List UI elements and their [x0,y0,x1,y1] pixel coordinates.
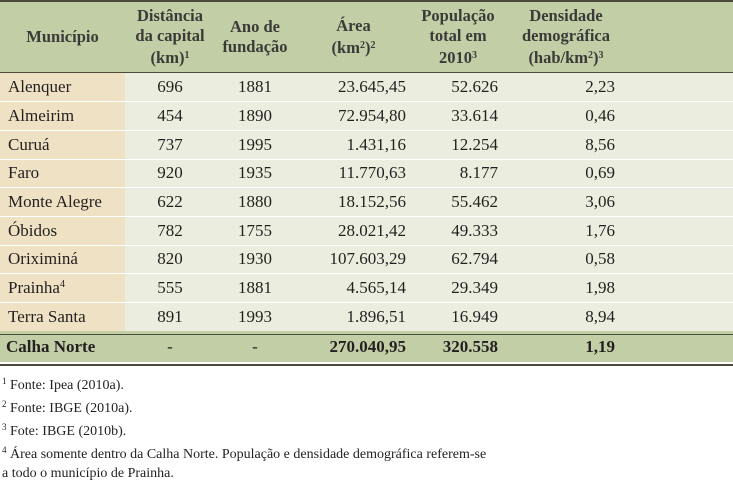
cell-municipio-text: Monte Alegre [8,192,102,212]
cell-densidade [504,216,733,245]
cell-area-text: 72.954,80 [338,106,406,126]
cell-distancia-text: 920 [157,163,183,183]
cell-municipio [0,102,125,131]
cell-ano [215,216,295,245]
footnote-number: 4 [2,445,7,455]
cell-distancia-text: 622 [157,192,183,212]
total-label: Calha Norte [6,336,96,356]
total-rule [0,334,733,335]
cell-area-text: 18.152,56 [338,192,406,212]
cell-municipio [0,130,125,159]
cell-populacao [412,245,504,274]
cell-populacao [412,73,504,102]
cell-densidade [504,188,733,217]
cell-ano-text: 1935 [238,163,272,183]
top-rule [0,0,733,2]
cell-populacao [412,216,504,245]
cell-populacao [412,130,504,159]
cell-area [295,274,412,303]
superscript-squared: 2 [588,49,594,61]
cell-municipio [0,303,125,332]
cell-municipio [0,245,125,274]
cell-area-text: 107.603,29 [329,249,406,269]
cell-distancia-text: 891 [157,307,183,327]
footnote [2,395,486,418]
cell-populacao-text: 55.462 [451,192,498,212]
header-area-line1: Área [336,15,371,35]
footnote-number: 3 [2,422,7,432]
header-densidade-line1: Densidade [529,5,603,25]
cell-municipio-text: Óbidos [8,220,58,240]
header-densidade-line2: demográfica [522,25,610,45]
cell-densidade [504,73,733,102]
cell-densidade [504,274,733,303]
cell-ano [215,102,295,131]
cell-densidade-text: 1,98 [585,278,615,298]
cell-ano-text: 1881 [238,278,272,298]
total-populacao: 320.558 [442,336,498,356]
header-populacao [412,0,504,73]
cell-area [295,102,412,131]
cell-densidade [504,102,733,131]
table-row [0,303,733,332]
total-ano: - [252,336,258,356]
cell-area [295,159,412,188]
header-densidade-unit: (hab/km [528,47,589,67]
cell-densidade-text: 8,56 [585,134,615,154]
footnote-text: a todo o município de Prainha. [2,466,174,481]
cell-area [295,130,412,159]
footnote-number: 1 [2,376,7,386]
cell-municipio [0,274,125,303]
cell-distancia [125,274,215,303]
cell-densidade-text: 8,94 [585,307,615,327]
cell-ano [215,274,295,303]
cell-distancia-text: 555 [157,278,183,298]
cell-area-text: 11.770,63 [338,163,406,183]
table-body [0,73,733,331]
cell-municipio-text: Curuá [8,134,50,154]
header-distancia-line2: da capital [135,25,205,45]
cell-populacao-text: 8.177 [459,163,498,183]
table-row [0,130,733,159]
cell-distancia [125,188,215,217]
cell-distancia-text: 820 [157,249,183,269]
cell-area-text: 28.021,42 [338,220,406,240]
cell-municipio [0,216,125,245]
header-area-unit-close: ) [364,37,371,57]
cell-populacao-text: 12.254 [451,134,498,154]
superscript-squared: 2 [359,39,365,51]
cell-densidade [504,303,733,332]
footnote [2,441,486,464]
cell-municipio [0,188,125,217]
footnote-ref: 2 [370,39,376,51]
cell-ano [215,73,295,102]
cell-ano [215,303,295,332]
header-area-unit: (km [331,37,360,57]
cell-densidade-text: 3,06 [585,192,615,212]
cell-municipio-text: Almeirim [8,106,75,126]
cell-densidade-text: 2,23 [585,77,615,97]
header-ano-line2: fundação [222,36,288,56]
cell-area-text: 4.565,14 [346,278,406,298]
table-row [0,102,733,131]
cell-densidade-text: 0,58 [585,249,615,269]
table-header [0,0,733,73]
cell-densidade [504,159,733,188]
header-populacao-line3: 2010 [439,47,472,67]
footnote-text: Fonte: IBGE (2010a). [6,401,133,416]
cell-populacao-text: 16.949 [451,307,498,327]
cell-densidade-text: 1,76 [585,220,615,240]
cell-distancia-text: 782 [157,220,183,240]
header-municipio-label: Município [26,26,99,46]
footnotes [2,372,486,483]
cell-area [295,188,412,217]
table-row [0,274,733,303]
cell-populacao-text: 49.333 [451,220,498,240]
table-row [0,245,733,274]
cell-distancia [125,216,215,245]
cell-area-text: 1.431,16 [346,134,406,154]
footnote-text: Área somente dentro da Calha Norte. População e densidade demográfica referem-se [6,447,487,462]
footnote-ref: 3 [598,49,604,61]
header-populacao-line2: total em [429,25,487,45]
cell-distancia [125,102,215,131]
cell-populacao-text: 33.614 [451,106,498,126]
cell-distancia-text: 454 [157,106,183,126]
table-row [0,188,733,217]
cell-ano-text: 1755 [238,220,272,240]
cell-densidade-text: 0,69 [585,163,615,183]
table-total [0,331,733,362]
cell-area [295,216,412,245]
cell-municipio-text: Terra Santa [8,307,86,327]
cell-area [295,245,412,274]
cell-municipio [0,159,125,188]
cell-distancia [125,303,215,332]
header-densidade [504,0,733,73]
cell-distancia [125,245,215,274]
cell-distancia-text: 696 [157,77,183,97]
table-row [0,73,733,102]
cell-densidade [504,245,733,274]
header-rule [0,72,733,73]
table-row [0,159,733,188]
cell-densidade [504,130,733,159]
cell-ano [215,159,295,188]
footnote [2,372,486,395]
header-populacao-line1: População [421,5,495,25]
header-distancia [125,0,215,73]
footnote-ref: 4 [59,279,65,291]
footnote-text: Fonte: Ipea (2010a). [6,378,124,393]
cell-ano-text: 1881 [238,77,272,97]
header-ano [215,0,295,73]
footnote [2,464,486,483]
cell-municipio-text: Prainha [8,278,60,298]
header-distancia-line1: Distância [137,5,203,25]
cell-area [295,73,412,102]
cell-municipio-text: Oriximiná [8,249,78,269]
header-area [295,0,412,73]
cell-populacao [412,274,504,303]
cell-distancia [125,159,215,188]
cell-municipio [0,73,125,102]
cell-municipio-text: Faro [8,163,40,183]
footnote-ref: 3 [472,49,477,61]
cell-ano [215,245,295,274]
bottom-rule [0,364,733,366]
cell-distancia [125,130,215,159]
cell-ano-text: 1995 [238,134,272,154]
footnote-number: 2 [2,399,7,409]
cell-area-text: 1.896,51 [346,307,406,327]
header-densidade-unit-close: ) [593,47,599,67]
cell-area [295,303,412,332]
total-distancia: - [167,336,173,356]
cell-ano [215,188,295,217]
cell-populacao [412,303,504,332]
cell-ano-text: 1880 [238,192,272,212]
total-area: 270.040,95 [329,336,406,356]
header-distancia-line3: (km) [150,47,185,67]
total-densidade: 1,19 [585,336,615,356]
footnote [2,418,486,441]
cell-ano-text: 1890 [238,106,272,126]
footnote-ref: 1 [184,49,190,61]
cell-densidade-text: 0,46 [585,106,615,126]
cell-municipio-text: Alenquer [8,77,72,97]
cell-populacao [412,159,504,188]
cell-populacao [412,188,504,217]
cell-distancia [125,73,215,102]
cell-distancia-text: 737 [157,134,183,154]
cell-populacao-text: 52.626 [451,77,498,97]
cell-ano-text: 1930 [238,249,272,269]
cell-area-text: 23.645,45 [338,77,406,97]
cell-populacao [412,102,504,131]
header-ano-line1: Ano de [230,16,280,36]
cell-ano [215,130,295,159]
cell-populacao-text: 62.794 [451,249,498,269]
table-row [0,216,733,245]
header-municipio [0,0,125,73]
footnote-text: Fote: IBGE (2010b). [6,424,127,439]
cell-ano-text: 1993 [238,307,272,327]
cell-populacao-text: 29.349 [451,278,498,298]
